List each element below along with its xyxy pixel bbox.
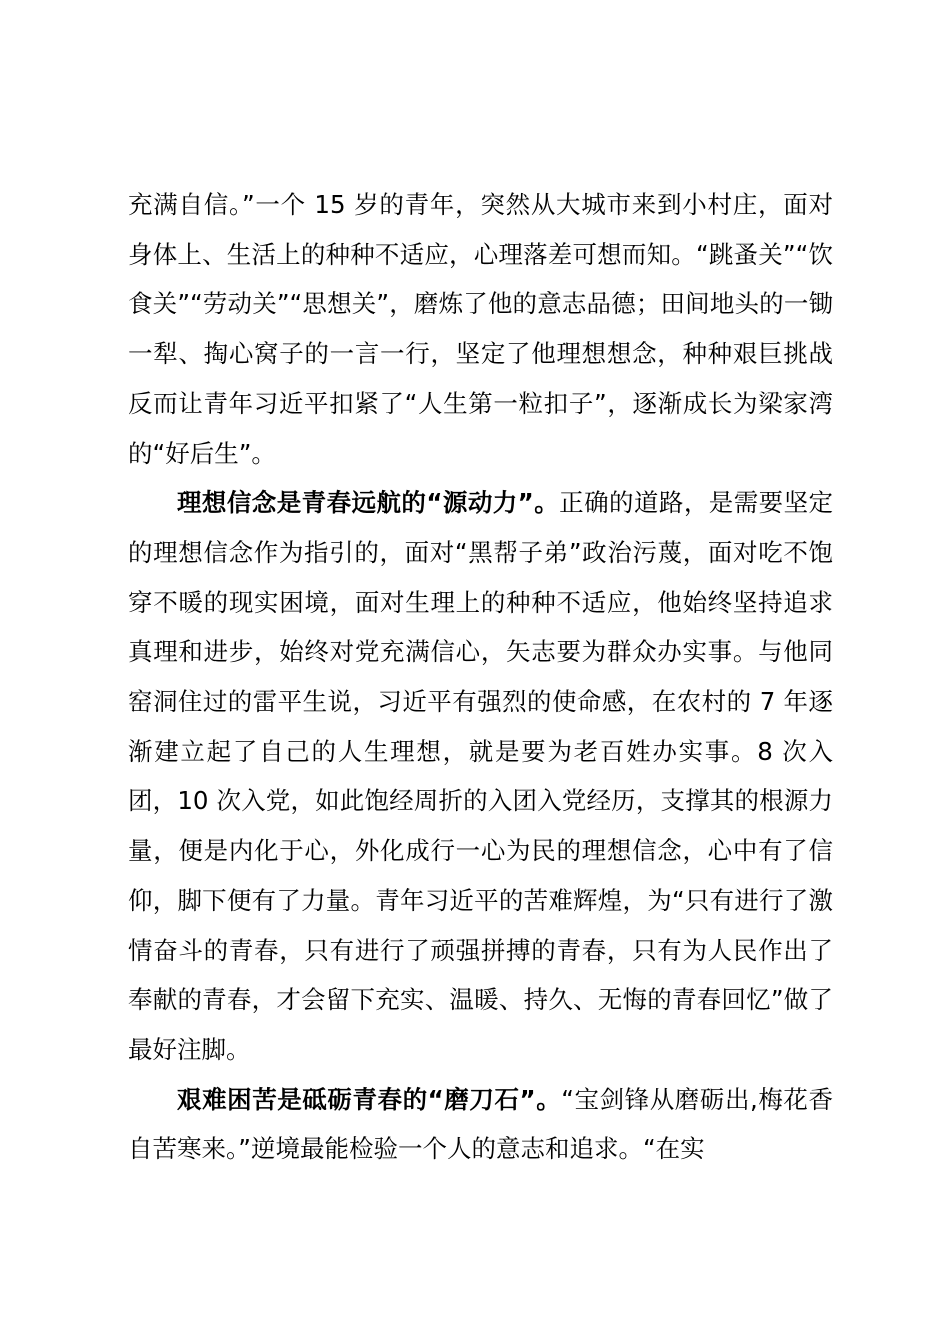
paragraph-hardship xyxy=(128,1075,833,1174)
paragraph-text: “宝剑锋从磨砺出,梅花香自苦寒来。”逆境最能检验一个人的意志和追求。“在实 xyxy=(128,1084,833,1164)
paragraph-heading: 理想信念是青春远航的“源动力”。 xyxy=(177,488,560,518)
body-text xyxy=(128,180,833,1174)
paragraph-text: 充满自信。”一个 15 岁的青年，突然从大城市来到小村庄，面对身体上、生活上的种种不适应，心理落差可想而知。“跳蚤关”“饮食关”“劳动关”“思想关”，磨炼了他的意志品德；田间地头的一锄一犁、掏心窝子的一言一行，坚定了他理想想念，种种艰巨挑战反而让青年习近平扣紧了“人生第一粒扣子”，逐渐成长为梁家湾的“好后生”。 xyxy=(128,190,833,468)
paragraph-continuation xyxy=(128,180,833,478)
paragraph-text: 正确的道路，是需要坚定的理想信念作为指引的，面对“黑帮子弟”政治污蔑，面对吃不饱穿不暖的现实困境，面对生理上的种种不适应，他始终坚持追求真理和进步，始终对党充满信心，矢志要为群众办实事。与他同窑洞住过的雷平生说，习近平有强烈的使命感，在农村的 7 年逐渐建立起了自己的人生理想，就是要为老百姓办实事。8 次入团，10 次入党，如此饱经周折的入团入党经历，支撑其的根源力量，便是内化于心，外化成行一心为民的理想信念，心中有了信仰，脚下便有了力量。青年习近平的苦难辉煌，为“只有进行了激情奋斗的青春，只有进行了顽强拼搏的青春，只有为人民作出了奉献的青春，才会留下充实、温暖、持久、无悔的青春回忆”做了最好注脚。 xyxy=(128,488,834,1064)
paragraph-heading: 艰难困苦是砥砺青春的“磨刀石”。 xyxy=(177,1084,562,1114)
paragraph-ideals xyxy=(128,478,833,1074)
